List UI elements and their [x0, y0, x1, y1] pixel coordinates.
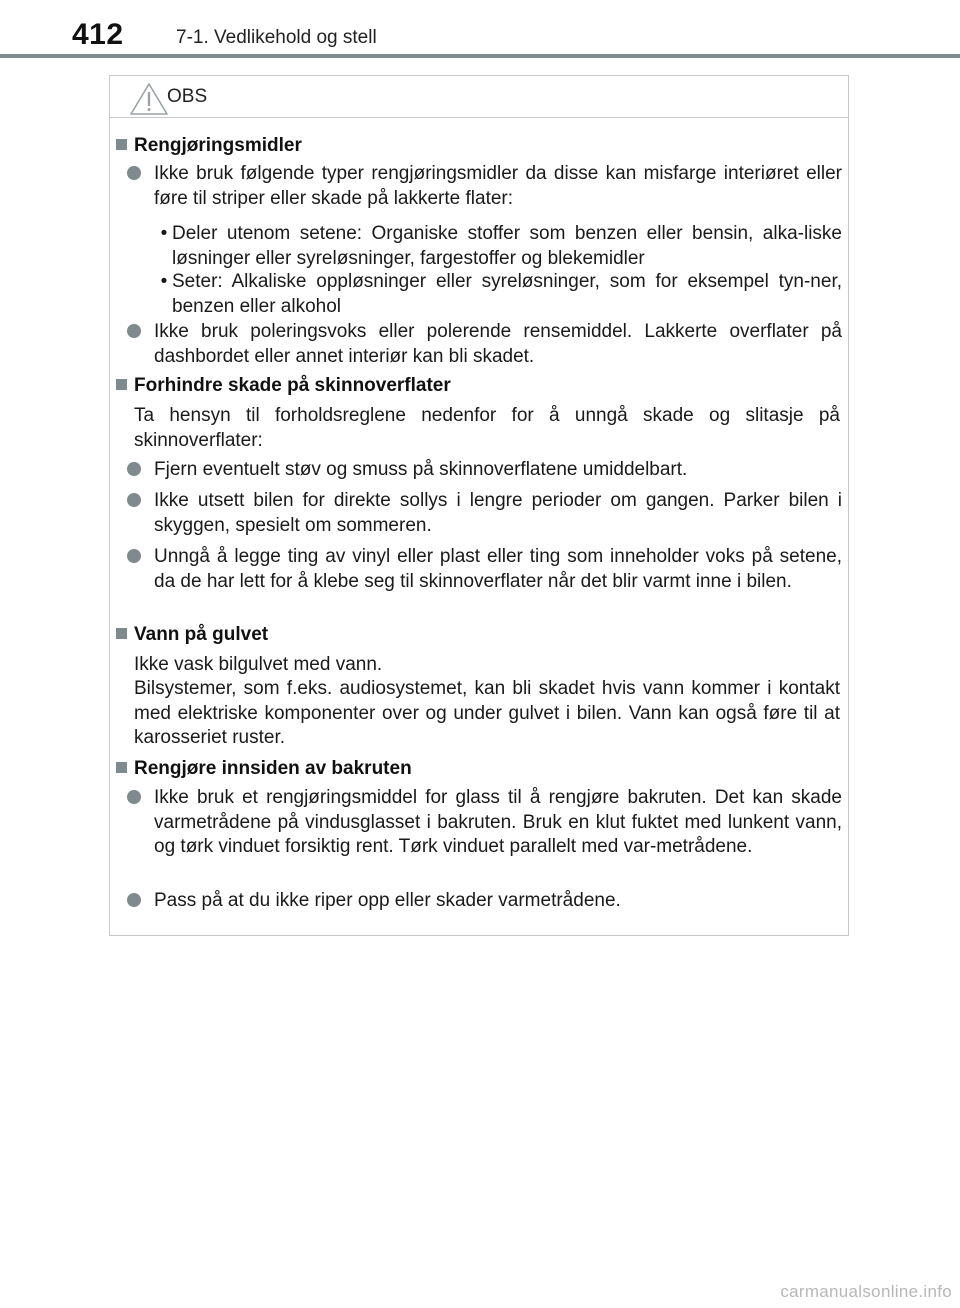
bullet-dot-icon: [127, 493, 141, 507]
bullet-dot-icon: [127, 549, 141, 563]
section-square-icon: [116, 139, 127, 150]
section-square-icon: [116, 379, 127, 390]
bullet-item: [124, 489, 842, 538]
sub-bullet-item: [154, 222, 842, 271]
caution-header: [110, 76, 848, 118]
bullet-text: Ikke bruk poleringsvoks eller polerende rensemiddel. Lakkerte overflater på dashbordet eller annet interiør kan bli skadet.: [154, 321, 842, 367]
section-square-icon: [116, 762, 127, 773]
bullet-dot-icon: [127, 166, 141, 180]
bullet-item: [124, 320, 842, 369]
bullet-item: [124, 889, 842, 914]
section-heading-cleaning-agents: [116, 135, 302, 157]
section-heading-rear-window: [116, 758, 412, 780]
sub-bullet-item: [154, 270, 842, 319]
bullet-item: [124, 786, 842, 860]
section-heading-floor-water: [116, 624, 268, 646]
bullet-item: [124, 545, 842, 594]
section-heading-text: Vann på gulvet: [134, 624, 269, 645]
sub-bullet-mark: •: [160, 223, 168, 244]
bullet-item: [124, 162, 842, 211]
bullet-text: Unngå å legge ting av vinyl eller plast eller ting som inneholder voks på setene, da de har lett for å klebe seg til skinnoverflater når det blir varmt inne i bilen.: [154, 546, 842, 592]
caution-box: [109, 75, 849, 936]
bullet-dot-icon: [127, 790, 141, 804]
bullet-text: Fjern eventuelt støv og smuss på skinnoverflatene umiddelbart.: [154, 459, 688, 480]
bullet-text: Pass på at du ikke riper opp eller skader varmetrådene.: [154, 890, 621, 911]
section-heading-text: Forhindre skade på skinnoverflater: [134, 375, 451, 396]
paragraph: Ikke vask bilgulvet med vann.: [134, 654, 383, 675]
paragraph: Bilsystemer, som f.eks. audiosystemet, kan bli skadet hvis vann kommer i kontakt med elektriske komponenter over og under gulvet i bilen. Vann kan også føre til at karosseriet ruster.: [134, 678, 840, 748]
page-header: [0, 0, 960, 58]
bullet-text: Ikke utsett bilen for direkte sollys i lengre perioder om gangen. Parker bilen i skyggen, spesielt om sommeren.: [154, 490, 842, 536]
sub-bullet-text: Seter: Alkaliske oppløsninger eller syreløsninger, som for eksempel tyn-ner, benzen eller alkohol: [172, 271, 842, 317]
section-heading-text: Rengjøringsmidler: [134, 135, 302, 156]
bullet-dot-icon: [127, 324, 141, 338]
paragraph: Ta hensyn til forholdsreglene nedenfor for å unngå skade og slitasje på skinnoverflater:: [134, 405, 840, 451]
warning-triangle-icon: [129, 82, 169, 116]
section-heading-leather: [116, 375, 451, 397]
section-title: 7-1. Vedlikehold og stell: [176, 27, 377, 48]
sub-bullet-mark: •: [160, 271, 168, 292]
caution-label: OBS: [167, 86, 208, 107]
section-square-icon: [116, 628, 127, 639]
section-heading-text: Rengjøre innsiden av bakruten: [134, 758, 412, 779]
page-number: 412: [72, 18, 124, 51]
sub-bullet-text: Deler utenom setene: Organiske stoffer som benzen eller bensin, alka-liske løsninger eller syreløsninger, fargestoffer og blekemidler: [172, 223, 842, 269]
watermark: carmanualsonline.info: [780, 1282, 952, 1301]
bullet-dot-icon: [127, 893, 141, 907]
bullet-text: Ikke bruk følgende typer rengjøringsmidler da disse kan misfarge interiøret eller føre til striper eller skade på lakkerte flater:: [154, 163, 842, 209]
bullet-text: Ikke bruk et rengjøringsmiddel for glass til å rengjøre bakruten. Det kan skade varmetrådene på vindusglasset i bakruten. Bruk en klut fuktet med lunkent vann, og tørk vinduet forsiktig rent. Tørk vinduet parallelt med var-metrådene.: [154, 787, 842, 857]
bullet-item: [124, 458, 842, 483]
bullet-dot-icon: [127, 462, 141, 476]
header-rule: [0, 54, 960, 58]
